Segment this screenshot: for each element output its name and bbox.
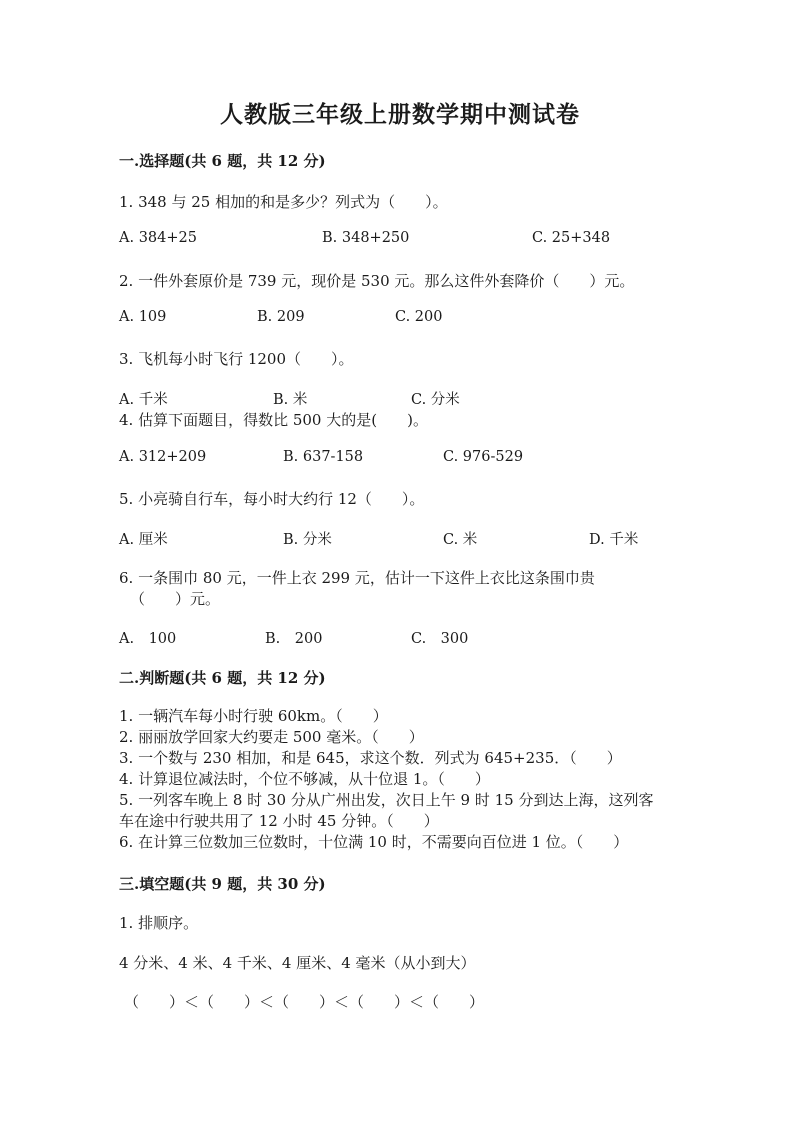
- section-heading-judge: 二.判断题(共 6 题，共 12 分): [119, 669, 326, 687]
- option-a: A. 千米: [119, 392, 168, 408]
- option-b: B. 米: [273, 392, 308, 408]
- fill-answer-blanks: （ ）＜（ ）＜（ ）＜（ ）＜（ ）: [124, 993, 485, 1011]
- option-b: B. 分米: [283, 532, 332, 548]
- option-c: C. 25+348: [532, 230, 611, 246]
- judge-item: 5. 一列客车晚上 8 时 30 分从广州出发，次日上午 9 时 15 分到达上海，这列客: [119, 791, 654, 809]
- judge-item: 2. 丽丽放学回家大约要走 500 毫米。（ ）: [119, 728, 424, 746]
- question-text-line1: 6. 一条围巾 80 元，一件上衣 299 元，估计一下这件上衣比这条围巾贵: [119, 569, 595, 587]
- option-c: C. 976-529: [443, 449, 524, 465]
- section-heading-fill: 三.填空题(共 9 题，共 30 分): [119, 875, 326, 893]
- question-text-line2: （ ）元。: [130, 590, 221, 608]
- option-c: C. 300: [411, 631, 469, 647]
- option-b: B. 209: [257, 309, 305, 325]
- option-a: A. 312+209: [119, 449, 207, 465]
- option-d: D. 千米: [589, 532, 639, 548]
- judge-item: 6. 在计算三位数加三位数时，十位满 10 时，不需要向百位进 1 位。（ ）: [119, 833, 629, 851]
- fill-question-title: 1. 排顺序。: [119, 914, 199, 932]
- fill-question-line: 4 分米、4 米、4 千米、4 厘米、4 毫米（从小到大）: [119, 954, 476, 972]
- question-text: 1. 348 与 25 相加的和是多少？列式为（ ）。: [119, 193, 448, 211]
- option-a: A. 100: [119, 631, 177, 647]
- option-c: C. 米: [443, 532, 478, 548]
- judge-item: 1. 一辆汽车每小时行驶 60km。（ ）: [119, 707, 388, 725]
- option-b: B. 200: [265, 631, 323, 647]
- option-b: B. 348+250: [322, 230, 410, 246]
- option-b: B. 637-158: [283, 449, 364, 465]
- option-c: C. 分米: [411, 392, 460, 408]
- question-text: 4. 估算下面题目，得数比 500 大的是( )。: [119, 411, 428, 429]
- option-a: A. 109: [119, 309, 167, 325]
- question-text: 5. 小亮骑自行车，每小时大约行 12（ ）。: [119, 490, 425, 508]
- question-text: 3. 飞机每小时飞行 1200（ ）。: [119, 350, 354, 368]
- judge-item-continuation: 车在途中行驶共用了 12 小时 45 分钟。（ ）: [119, 812, 439, 830]
- page-title: 人教版三年级上册数学期中测试卷: [220, 101, 580, 128]
- question-text: 2. 一件外套原价是 739 元，现价是 530 元。那么这件外套降价（ ）元。: [119, 272, 635, 290]
- option-c: C. 200: [395, 309, 443, 325]
- judge-item: 4. 计算退位减法时，个位不够减，从十位退 1。（ ）: [119, 770, 490, 788]
- option-a: A. 384+25: [119, 230, 197, 246]
- section-heading-choice: 一.选择题(共 6 题，共 12 分): [119, 152, 326, 170]
- judge-item: 3. 一个数与 230 相加，和是 645，求这个数．列式为 645+235．（ ）: [119, 749, 622, 767]
- option-a: A. 厘米: [119, 532, 168, 548]
